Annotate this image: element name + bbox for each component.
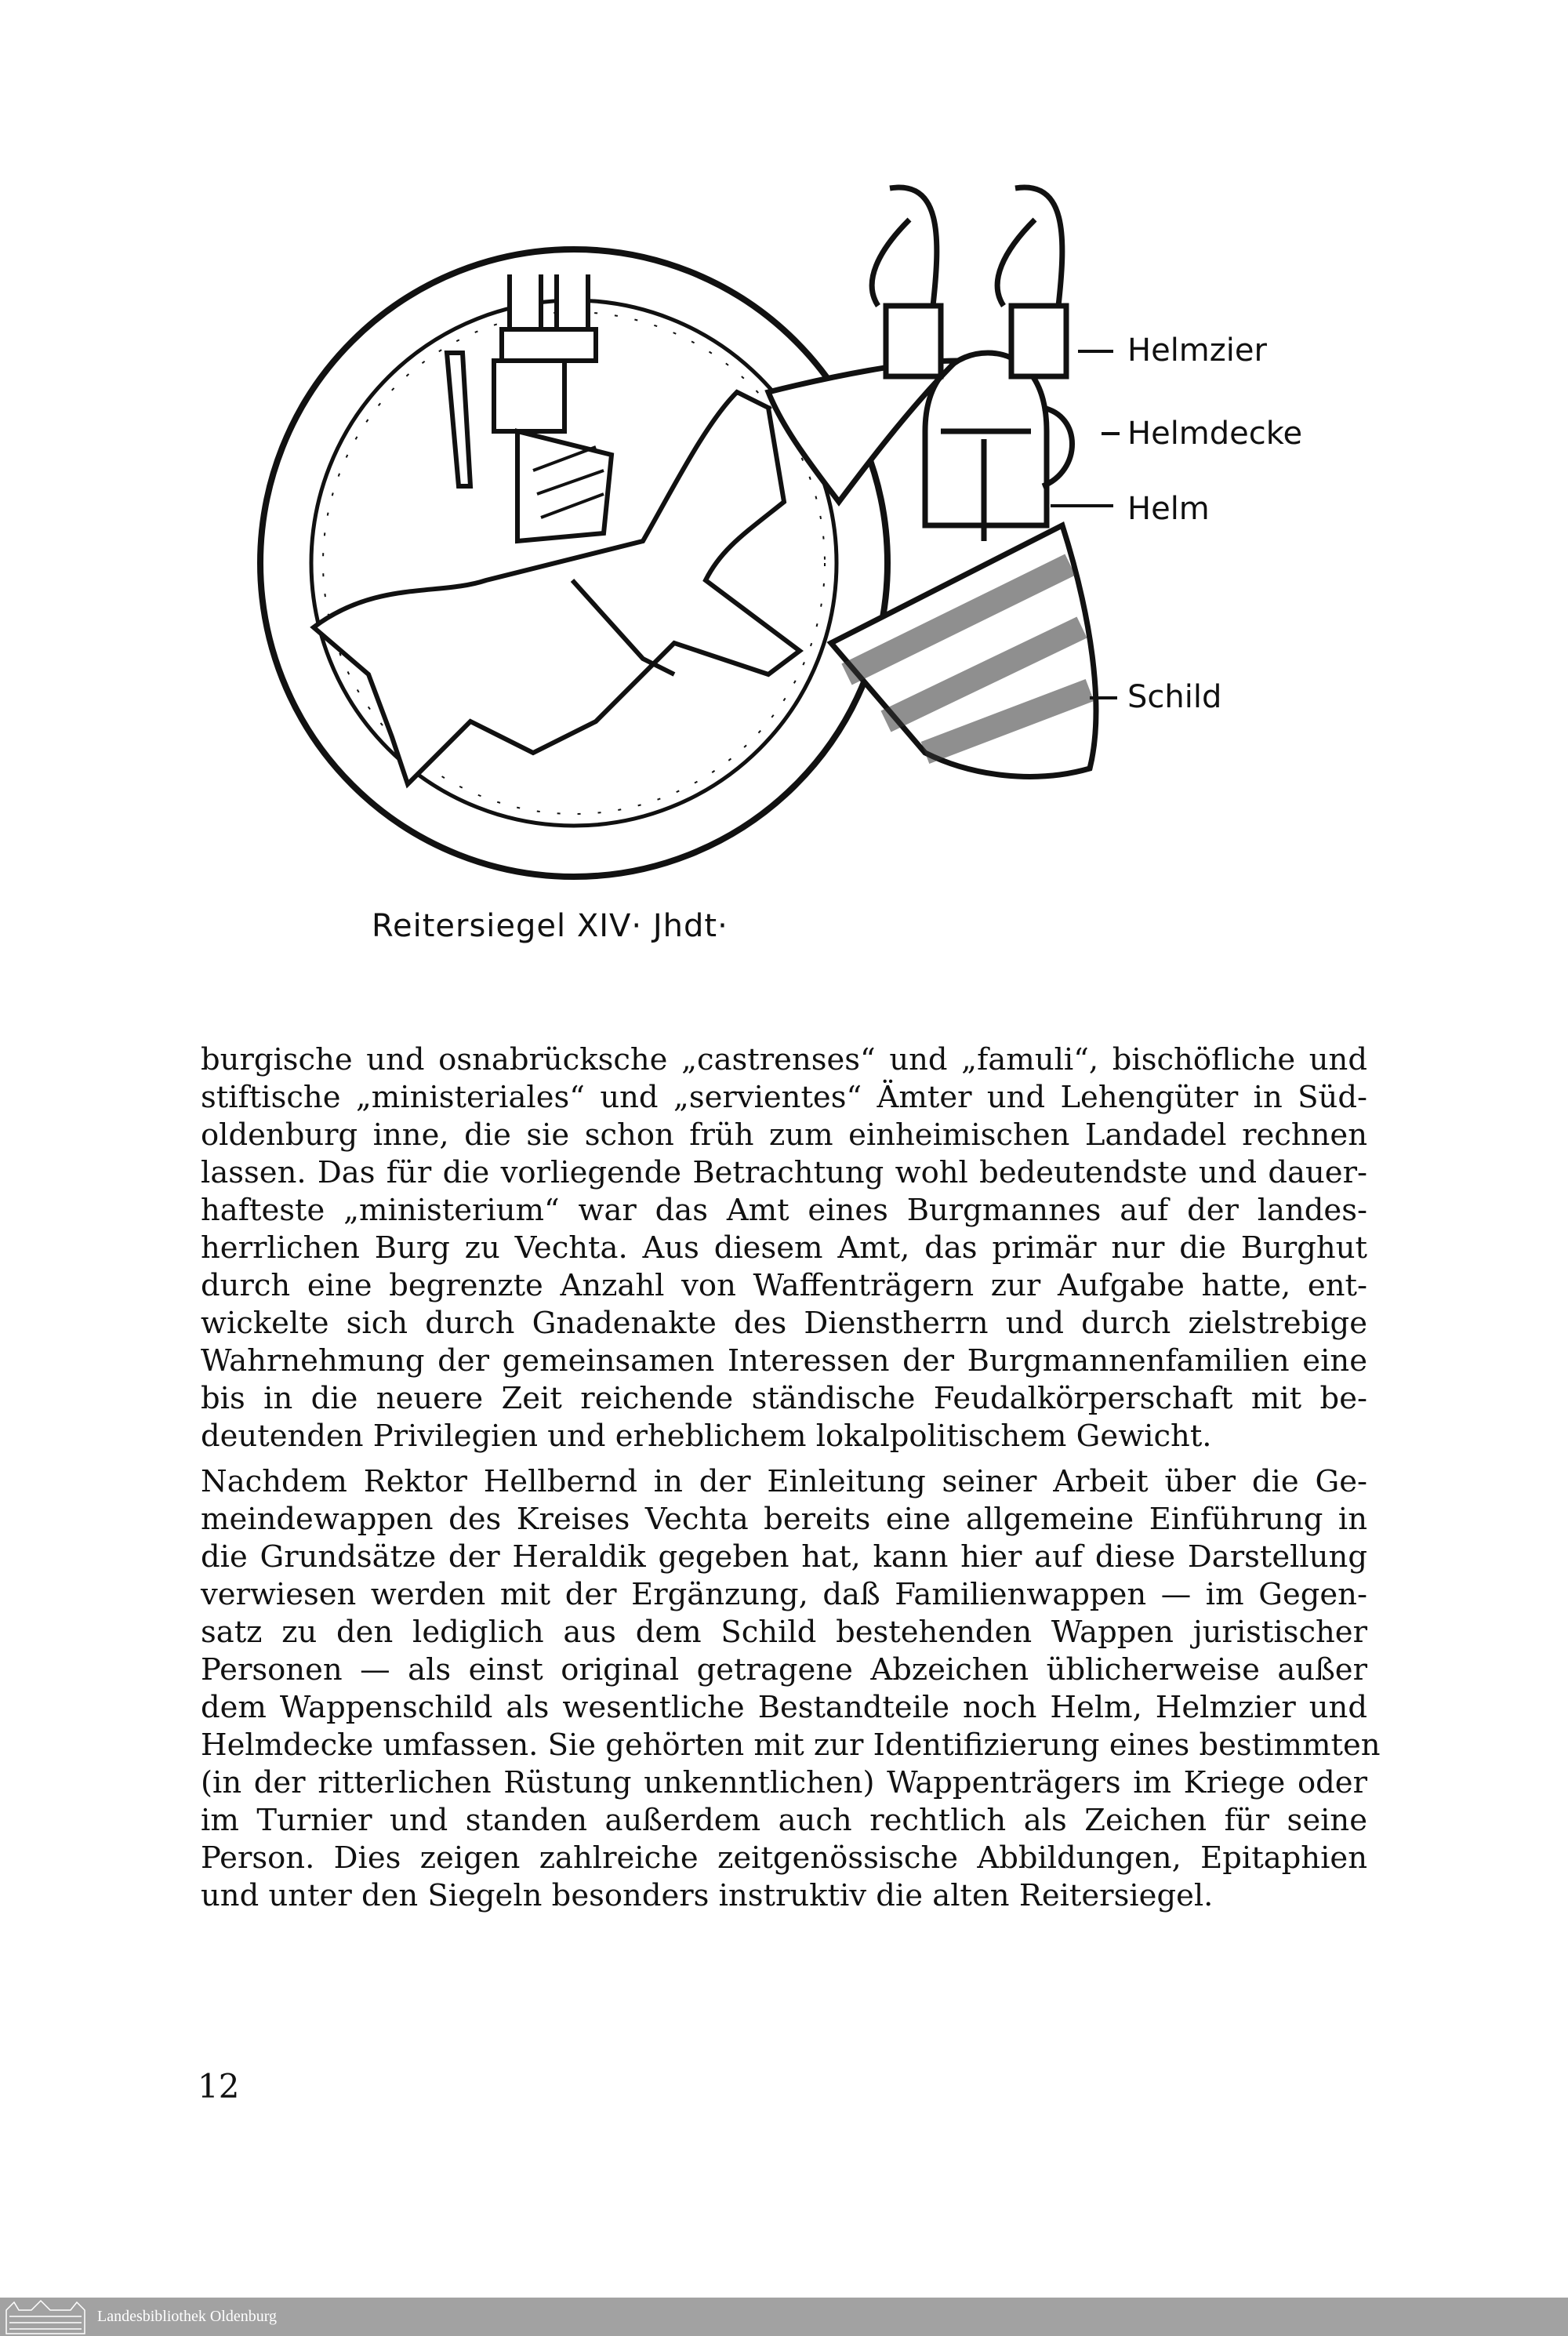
text-line: stiftische „ministeriales“ und „servientes“ Ämter und Lehengüter in Süd- <box>201 1080 1367 1115</box>
text-line: und unter den Siegeln besonders instruktiv die alten Reitersiegel. <box>201 1878 1214 1913</box>
text-line: verwiesen werden mit der Ergänzung, daß Familienwappen — im Gegen- <box>201 1577 1367 1612</box>
text-line: Personen — als einst original getragene Abzeichen üblicherweise außer <box>201 1652 1367 1688</box>
text-line: Wahrnehmung der gemeinsamen Interessen der Burgmannenfamilien eine <box>201 1343 1367 1379</box>
paragraph-2 <box>201 1463 1381 1915</box>
paragraph-1 <box>201 1041 1367 1455</box>
text-line: dem Wappenschild als wesentliche Bestandteile noch Helm, Helmzier und <box>201 1690 1367 1725</box>
text-line: durch eine begrenzte Anzahl von Waffenträgern zur Aufgabe hatte, ent- <box>201 1268 1367 1303</box>
shield-figure <box>831 525 1096 776</box>
text-line: hafteste „ministerium“ war das Amt eines Burgmannes auf der landes- <box>201 1193 1367 1228</box>
text-line: die Grundsätze der Heraldik gegeben hat, kann hier auf diese Darstellung <box>201 1539 1367 1575</box>
label-helmzier: Helmzier <box>1127 332 1267 369</box>
figure-caption: Reitersiegel XIV· Jhdt· <box>372 908 728 944</box>
text-line: Nachdem Rektor Hellbernd in der Einleitung seiner Arbeit über die Ge- <box>201 1464 1367 1499</box>
helmzier-figure <box>872 187 1066 376</box>
label-schild: Schild <box>1127 679 1222 715</box>
label-helmdecke: Helmdecke <box>1127 416 1303 452</box>
text-line: oldenburg inne, die sie schon früh zum einheimischen Landadel rechnen <box>201 1117 1367 1153</box>
library-building-logo <box>3 2299 88 2334</box>
text-line: im Turnier und standen außerdem auch rechtlich als Zeichen für seine <box>201 1803 1367 1838</box>
label-helm: Helm <box>1127 491 1210 527</box>
text-line: meindewappen des Kreises Vechta bereits eine allgemeine Einführung in <box>201 1502 1367 1537</box>
page-number: 12 <box>198 2067 240 2105</box>
text-line: bis in die neuere Zeit reichende ständische Feudalkörperschaft mit be- <box>201 1381 1367 1416</box>
text-line: wickelte sich durch Gnadenakte des Dienstherrn und durch zielstrebige <box>201 1306 1367 1341</box>
library-footer-bar <box>0 2298 1568 2336</box>
text-line: burgische und osnabrücksche „castrenses“ und „famuli“, bischöfliche und <box>201 1042 1367 1077</box>
text-line: (in der ritterlichen Rüstung unkenntlichen) Wappenträgers im Kriege oder <box>201 1765 1367 1800</box>
text-line: herrlichen Burg zu Vechta. Aus diesem Amt, das primär nur die Burghut <box>201 1230 1367 1266</box>
text-line: Helmdecke umfassen. Sie gehörten mit zur Identifizierung eines bestimmten <box>201 1727 1381 1763</box>
text-line: deutenden Privilegien und erheblichem lokalpolitischem Gewicht. <box>201 1419 1212 1454</box>
text-line: Person. Dies zeigen zahlreiche zeitgenössische Abbildungen, Epitaphien <box>201 1840 1367 1876</box>
text-line: satz zu den lediglich aus dem Schild bestehenden Wappen juristischer <box>201 1615 1367 1650</box>
library-name: Landesbibliothek Oldenburg <box>97 2308 278 2325</box>
reitersiegel-illustration <box>235 173 1372 894</box>
text-line: lassen. Das für die vorliegende Betrachtung wohl bedeutendste und dauer- <box>201 1155 1367 1190</box>
helm-figure <box>768 353 1073 541</box>
